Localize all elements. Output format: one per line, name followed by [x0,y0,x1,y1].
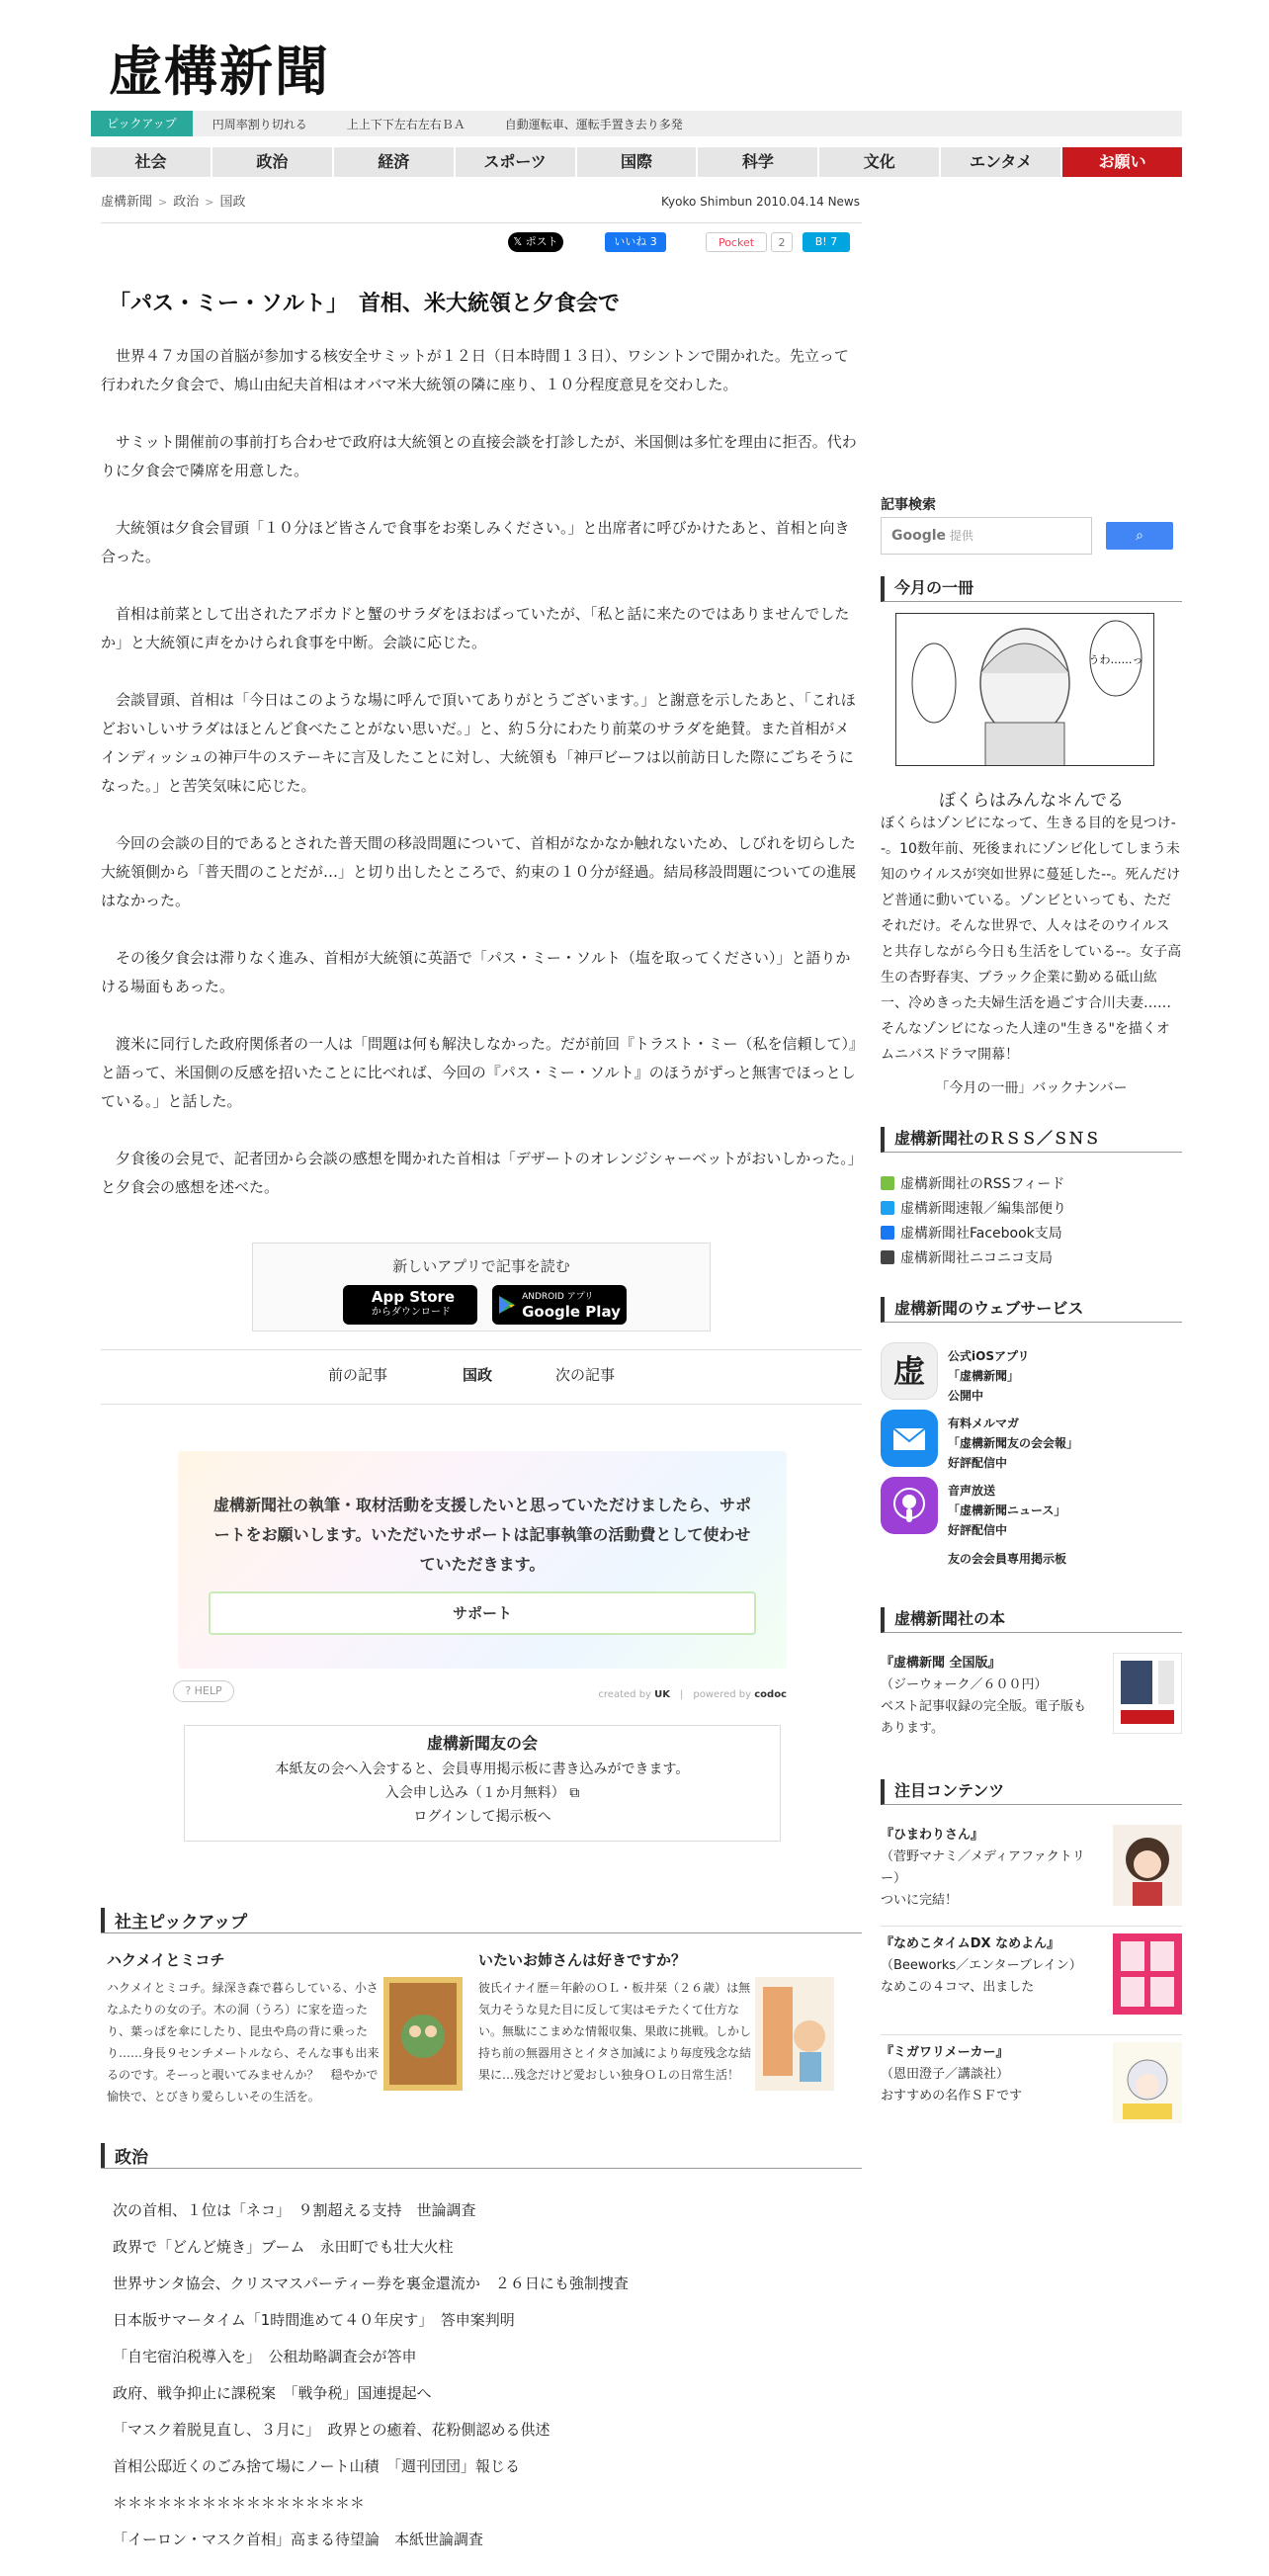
ticker-tag: ピックアップ [91,111,193,136]
manga-speech-text: うわ……っ [1088,653,1143,666]
featured-image[interactable] [1113,2042,1182,2123]
nav-item-request[interactable]: お願い [1062,147,1182,177]
search-button[interactable] [1106,522,1173,550]
facebook-icon [881,1226,894,1240]
politics-list-item[interactable] [101,2448,862,2485]
niconico-label[interactable]: 虚構新聞社ニコニコ支局 [900,1250,1053,1266]
help-button[interactable]: ? HELP [173,1680,234,1702]
politics-link[interactable]: 日本版サマータイム「1時間進めて４０年戻す」 答申案判明 [113,2311,515,2329]
pickup-desc: ハクメイとミコチ。緑深き森で暮らしている、小さなふたりの女の子。木の洞（うろ）に家を造ったり、葉っぱを傘にしたり、昆虫や鳥の背に乗ったり……身長９センチメートルなら、そんな事も出来るのです。そーっと覗いてみませんか？ 穏やかで愉快で、とびきり愛らしいその生活を。 [107,1981,380,2104]
fan-club-login-link[interactable]: ログインして掲示板へ [413,1809,551,1825]
web-service-podcast[interactable] [881,1477,1182,1537]
app-promo [252,1243,711,1331]
pocket-count: 2 [771,232,793,252]
nav-item-economy[interactable]: 経済 [334,147,456,177]
nav-item-international[interactable]: 国際 [577,147,699,177]
web-service-line: 「虚構新聞友の会会報」 [948,1436,1079,1450]
niconico-icon [881,1250,894,1264]
featured-item[interactable] [881,2042,1182,2107]
divider [101,1349,862,1350]
nav-item-entertainment[interactable]: エンタメ [941,147,1062,177]
article-paragraph: 渡米に同行した政府関係者の一人は「問題は何も解決しなかった。だが前回『トラスト・ミー（私を信頼して）』と語って、米国側の反感を招いたことに比べれば、今回の『パス・ミー・ソルト』のほうがずっと無害でほっとしている。」と話した。 [101,1035,857,1110]
featured-title[interactable]: 『なめこタイムDX なめよん』 [881,1936,1060,1951]
book-backnumber-link[interactable]: 「今月の一冊」バックナンバー [935,1080,1128,1096]
site-logo[interactable]: 虚構新聞 [109,40,330,103]
search-placeholder: 提供 [949,529,973,543]
podcast-icon [881,1477,938,1534]
featured-desc: なめこの４コマ、出ました [881,1980,1035,1995]
featured-item[interactable] [881,1933,1182,1999]
nav-item-culture[interactable]: 文化 [819,147,941,177]
fan-club-box [184,1725,781,1842]
politics-list-item[interactable] [101,2522,862,2558]
divider [101,1404,862,1405]
web-service-line: 「虚構新聞」 [948,1369,1020,1383]
next-article-link[interactable]: 次の記事 [555,1366,616,1384]
app-promo-title: 新しいアプリで記事を読む [392,1257,570,1275]
politics-section-heading [101,2143,862,2169]
divider [101,222,862,223]
article-pager [101,1364,862,1388]
pickup-desc: 彼氏イナイ歴＝年齢のＯＬ・板井栞（２６歳）は無気力そうな見た目に反して実はモテたくて仕方ない。無駄にこまめな情報収集、果敢に挑戦。しかし持ち前の無器用さとイタさ加減により毎度残念な結果に…残念だけど愛おしい独身ＯＬの日常生活！ [478,1981,752,2082]
politics-list-item[interactable] [101,2339,862,2375]
divider [881,1926,1182,1927]
support-text: 虚構新聞社の執筆・取材活動を支援したいと思っていただけましたら、サポートをお願いします。いただいたサポートは記事執筆の活動費として使わせていただきます。 [212,1496,751,1574]
mail-icon [881,1410,938,1467]
breadcrumb-home[interactable]: 虚構新聞 [101,195,153,210]
article-body [101,342,862,1231]
fan-club-desc: 本紙友の会へ入会すると、会員専用掲示板に書き込みができます。 [275,1761,690,1777]
web-service-text [948,1346,1029,1406]
article-paragraph: その後夕食会は滞りなく進み、首相が大統領に英語で「パス・ミー・ソルト（塩を取ってください）」と語りかける場面もあった。 [101,949,851,995]
pager-category[interactable]: 国政 [463,1366,493,1384]
facebook-link[interactable] [881,1223,1062,1243]
featured-sub: （Beeworks／エンターブレイン） [881,1958,1082,1973]
book-item-desc: ベスト記事収録の完全版。電子版もあります。 [881,1699,1087,1736]
pickup-item[interactable] [107,1949,482,2107]
app-icon: 虚 [881,1342,938,1400]
article-paragraph: 今回の会談の目的であるとされた普天間の移設問題について、首相がなかなか触れないため、しびれを切らした大統領側から「普天間のことだが…」と切り出したところで、約束の１０分が経過。結局移設問題についての進展はなかった。 [101,834,857,909]
credit-created-name: UK [654,1689,671,1700]
article-paragraph: 夕食後の会見で、記者団から会談の感想を聞かれた首相は「デザートのオレンジシャーベットがおいしかった。」と夕食会の感想を述べた。 [101,1150,856,1196]
web-service-text [948,1481,1065,1540]
credit-powered-name: codoc [754,1689,787,1700]
google-play-button[interactable] [492,1285,627,1325]
politics-list-item[interactable] [101,2192,862,2229]
politics-list-item[interactable] [101,2375,862,2412]
search-icon: ⌕ [1136,528,1143,544]
web-service-line: 公式iOSアプリ [948,1349,1030,1363]
nav-item-society[interactable]: 社会 [91,147,212,177]
featured-image[interactable] [1113,1933,1182,2015]
ticker-item[interactable]: 円周率割り切れる [212,117,307,131]
breadcrumb-separator: > [158,196,168,209]
app-store-sub: からダウンロード [371,1307,451,1318]
fan-club-title: 虚構新聞友の会 [426,1734,538,1753]
board-label[interactable]: 友の会会員専用掲示板 [948,1552,1067,1566]
politics-heading: 政治 [101,2143,862,2168]
fan-club-join-link[interactable]: 入会申し込み（１か月無料） [384,1785,565,1801]
search-input[interactable] [881,517,1092,555]
breadcrumb-politics[interactable]: 政治 [173,195,200,210]
google-play-sub: ANDROID アプリ [522,1292,594,1302]
featured-image[interactable] [1113,1825,1182,1906]
facebook-label[interactable]: 虚構新聞社Facebook支局 [900,1226,1062,1242]
politics-link[interactable]: 次の首相、１位は「ネコ」 ９割超える支持 世論調査 [113,2201,476,2219]
google-play-label: Google Play [522,1303,621,1321]
book-of-month-heading: 今月の一冊 [881,576,1182,602]
support-credit: created by UK | powered by codoc [598,1689,787,1700]
politics-link[interactable]: 「自宅宿泊税導入を」 公租劫略調査会が答申 [113,2348,417,2365]
web-service-mail[interactable] [881,1410,1182,1470]
politics-link[interactable]: 「マスク着脱見直し、３月に」 政界との癒着、花粉側認める供述 [113,2421,550,2439]
featured-desc: おすすめの名作ＳＦです [881,2089,1023,2104]
nav-item-politics[interactable]: 政治 [212,147,334,177]
books-heading: 虚構新聞社の本 [881,1607,1182,1633]
share-hatena-button[interactable]: B! 7 [803,232,850,252]
politics-list-item[interactable] [101,2302,862,2339]
article-paragraph: 会談冒頭、首相は「今日はこのような場に呼んで頂いてありがとうございます。」と謝意を示したあと、「これほどおいしいサラダはほとんど食べたことがない思いだ。」と、約５分にわたり前菜のサラダを絶賛。また首相がメインディッシュの神戸牛のステーキに言及したことに対し、大統領も「神戸ビーフは以前訪日した際にごちそうになった。」と苦笑気味に応じた。 [101,691,856,795]
featured-title[interactable]: 『ひまわりさん』 [881,1828,984,1843]
web-service-line: 公開中 [948,1389,984,1403]
book-description: ぼくらはゾンビになって、生きる目的を見つけ--。10数年前、死後まれにゾンビ化してしまう未知のウイルスが突如世界に蔓延した--。死んだけど普通に動いている。ゾンビといっても、ただそれだけ。そんな世界で、人々はそのウイルスと共存しながら今日も生活をしている--。女子高生の杏野春実、ブラック企業に勤める砥山紘一、冷めきった夫婦生活を過ごす合川夫妻……そんなゾンビになった人達の"生きる"を描くオムニバスドラマ開幕！ [881,816,1182,1063]
nav-item-sports[interactable]: スポーツ [456,147,577,177]
support-box [178,1451,787,1669]
politics-list-item[interactable] [101,2266,862,2302]
web-service-line: 「虚構新聞ニュース」 [948,1503,1066,1517]
article-paragraph: 首相は前菜として出されたアボカドと蟹のサラダをほおばっていたが、「私と話に来たのではありませんでしたか」と大統領に声をかけられ食事を中断。会談に応じた。 [101,605,850,651]
bird-icon [881,1201,894,1215]
credit-created: created by [598,1689,651,1700]
book-cover-image[interactable] [755,1977,834,2091]
book-cover-image[interactable] [383,1977,463,2091]
featured-item[interactable] [881,1825,1182,1912]
niconico-link[interactable] [881,1247,1053,1267]
share-x-button[interactable]: 𝕏 ポスト [508,232,563,252]
article-meta: Kyoko Shimbun 2010.04.14 News [661,195,860,209]
article-title: 「パス・ミー・ソルト」 首相、米大統領と夕食会で [109,292,621,316]
twitter-label[interactable]: 虚構新聞速報／編集部便り [900,1201,1066,1217]
article-paragraph: サミット開催前の事前打ち合わせで政府は大統領との直接会談を打診したが、米国側は多忙を理由に拒否。代わりに夕食会で隣席を用意した。 [101,433,857,479]
web-service-text [948,1414,1078,1473]
share-pocket-button[interactable]: Pocket [706,232,767,252]
rss-label[interactable]: 虚構新聞社のRSSフィード [900,1176,1065,1192]
app-store-button[interactable] [343,1285,477,1325]
breadcrumb [101,191,245,210]
support-button[interactable]: サポート [209,1591,756,1635]
featured-desc: ついに完結！ [881,1893,959,1908]
nav-item-science[interactable]: 科学 [698,147,819,177]
web-service-line: 音声放送 [948,1484,996,1498]
rss-icon [881,1176,894,1190]
twitter-link[interactable] [881,1198,1066,1218]
rss-link[interactable] [881,1173,1064,1193]
pickup-title[interactable]: いたいお姉さんは好きですか？ [478,1951,687,1969]
politics-link[interactable]: ＊＊＊＊＊＊＊＊＊＊＊＊＊＊＊＊＊ [113,2494,366,2512]
search-label: 記事検索 [881,497,936,513]
sns-heading: 虚構新聞社のＲＳＳ／ＳＮＳ [881,1127,1182,1153]
ticker-item[interactable]: 上上下下左右左右ＢＡ [346,117,465,131]
politics-link[interactable]: 政府、戦争抑止に課税案 「戦争税」国連提起へ [113,2384,432,2402]
external-link-icon: ⧉ [569,1785,580,1801]
pickup-heading: 社主ピックアップ [101,1908,862,1932]
article-paragraph: 大統領は夕食会冒頭「１０分ほど皆さんで食事をお楽しみください。」と出席者に呼びかけたあと、首相と向き合った。 [101,519,850,565]
manga-image[interactable] [895,613,1154,766]
pickup-ticker [91,111,1182,136]
book-item[interactable] [881,1653,1182,1740]
featured-title[interactable]: 『ミガワリメーカー』 [881,2045,1009,2060]
featured-heading: 注目コンテンツ [881,1779,1182,1805]
google-play-icon [498,1295,516,1315]
web-service-line: 有料メルマガ [948,1417,1020,1430]
featured-sub: （菅野マナミ／メディアファクトリー） [881,1849,1085,1886]
pickup-title[interactable]: ハクメイとミコチ [107,1951,225,1969]
web-service-line: 好評配信中 [948,1456,1008,1470]
pickup-item[interactable] [478,1949,854,2086]
ticker-item[interactable]: 自動運転車、運転手置き去り多発 [504,117,683,131]
breadcrumb-domestic[interactable]: 国政 [219,195,246,210]
search-brand: Google [891,528,947,544]
breadcrumb-separator: > [205,196,214,209]
app-store-label: App Store [371,1288,456,1306]
book-cover-image[interactable] [1113,1653,1182,1734]
web-service-line: 好評配信中 [948,1523,1008,1537]
politics-link[interactable]: 首相公邸近くのごみ捨て場にノート山積 「週刊団団」報じる [113,2457,521,2475]
politics-link[interactable]: 「イーロン・マスク首相」高まる待望論 本紙世論調査 [113,2531,484,2548]
politics-list-item[interactable] [101,2229,862,2266]
web-service-board[interactable] [881,1550,1182,1567]
pickup-section-heading [101,1908,862,1933]
category-nav [91,147,1182,177]
featured-sub: （恩田澄子／講談社） [881,2067,1010,2082]
politics-list [101,2192,862,2558]
book-title[interactable]: ぼくらはみんな＊んでる [939,791,1124,811]
article-paragraph: 世界４７カ国の首脳が参加する核安全サミットが１２日（日本時間１３日）、ワシントンで開かれた。先立って行われた夕食会で、鳩山由紀夫首相はオバマ米大統領の隣に座り、１０分程度意見を交わした。 [101,347,849,393]
prev-article-link[interactable]: 前の記事 [328,1366,388,1384]
share-facebook-button[interactable]: いいね 3 [605,232,666,252]
manga-illustration [896,614,1154,766]
book-item-title[interactable]: 『虚構新聞 全国版』 [881,1656,1001,1671]
web-services-heading: 虚構新聞のウェブサービス [881,1297,1182,1323]
politics-list-item[interactable] [101,2485,862,2522]
politics-list-item[interactable] [101,2412,862,2448]
politics-link[interactable]: 政界で「どんど焼き」ブーム 永田町でも壮大火柱 [113,2238,454,2256]
politics-link[interactable]: 世界サンタ協会、クリスマスパーティー券を裏金還流か ２６日にも強制捜査 [113,2275,629,2292]
divider [881,2034,1182,2035]
web-service-ios-app[interactable] [881,1342,1182,1403]
book-item-sub: （ジーウォーク／６００円） [881,1677,1048,1692]
credit-powered: powered by [693,1689,752,1700]
